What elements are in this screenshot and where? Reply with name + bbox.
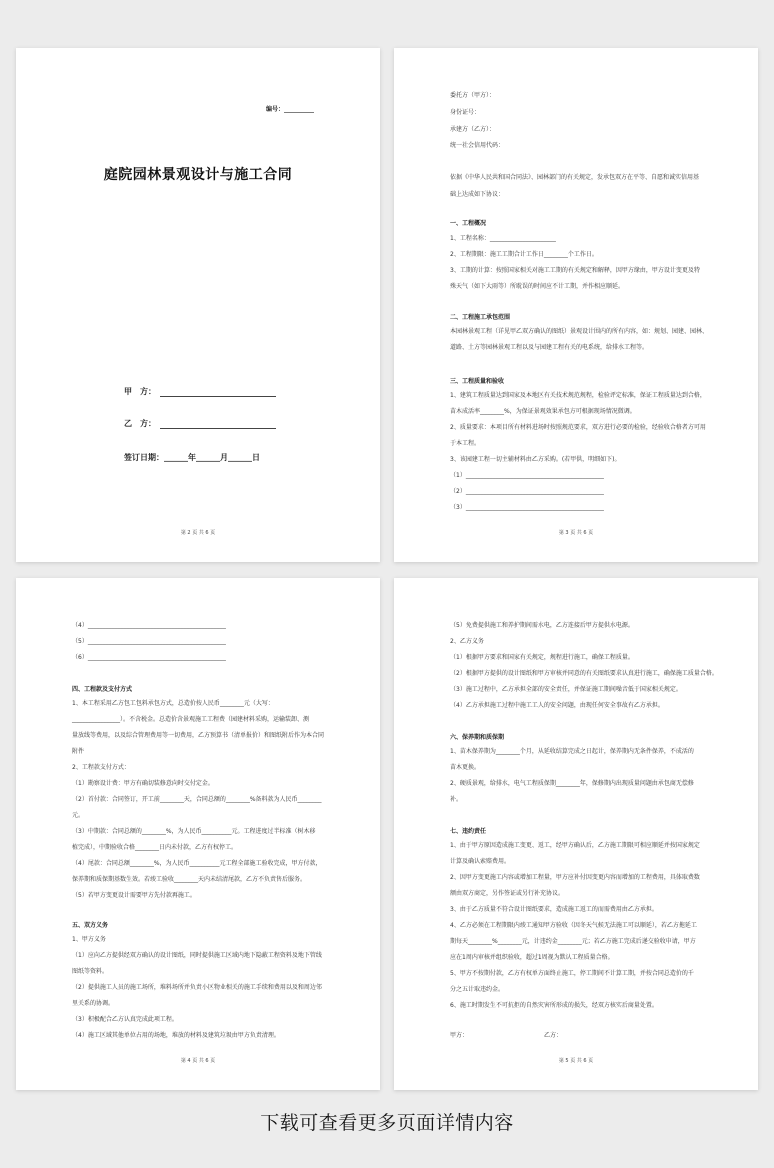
section-title: 五、双方义务 — [72, 922, 109, 929]
signature-party-a: 甲方： — [450, 1032, 469, 1039]
doc-line: （1）______________________________________________ — [450, 472, 604, 479]
doc-line: 于本工程。 — [450, 440, 481, 447]
party-a-label: 甲 方： — [124, 387, 156, 396]
doc-line: 5、甲方不按期付款，乙方有权单方面终止施工，停工期间不计算工期，并按合同总造价的千 — [450, 970, 694, 977]
doc-line: （4）施工区域其他单位占用的场地，堆放的材料及建筑垃圾由甲方负责清理。 — [72, 1032, 280, 1039]
contract-title: 庭院园林景观设计与施工合同 — [103, 167, 293, 183]
doc-line: （1）勘察设计费：甲方有确切装修意向时交付定金。 — [72, 780, 214, 787]
doc-line: 2、工程款支付方式： — [72, 764, 130, 771]
doc-line: 统一社会信用代码： — [450, 142, 505, 149]
doc-line: 依据《中华人民共和国合同法》、园林部门的有关规定，发承包双方在平等、自愿和诚实信用基 — [450, 174, 700, 181]
doc-line: （3）______________________________________________ — [450, 504, 604, 511]
doc-line: （2）根据甲方提供的设计图纸和甲方审核并同意的有关图纸要求认真进行施工，确保施工质量合格。 — [450, 670, 718, 677]
doc-line: 1、苗木保养期为________个月，从延收结算完成之日起计，保养期内无条件保养，不成活的 — [450, 748, 694, 755]
section-title: 七、违约责任 — [450, 828, 487, 835]
doc-line: 1、由于甲方原因造成施工变更、返工，经甲方确认后，乙方施工期限可相应顺延并按国家规定 — [450, 842, 700, 849]
signature-party-b: 乙方： — [544, 1032, 563, 1039]
doc-line: （4）尾款：合同总额________%，为人民币__________元工程全部施工验收完成，甲方付款， — [72, 860, 322, 867]
doc-line: 计算及确认索赔费用。 — [450, 858, 511, 865]
doc-line: 殊天气（如下大雨等）所耽误的时间应不计工期，并作相应顺延。 — [450, 283, 625, 290]
doc-line: 保养期和质保期基数生效。若竣工验收________天内未结清尾款，乙方不负责售后服务。 — [72, 876, 307, 883]
section-title: 一、工程概况 — [450, 220, 487, 227]
document-page-5 — [394, 578, 758, 1090]
doc-line: 6、施工时期发生不可抗拒的自然灾害所形成的损失，经双方核实后商量处置。 — [450, 1002, 658, 1009]
doc-line: 2、乙方义务 — [450, 638, 484, 645]
doc-line: 3、该园建工程一切主辅材料由乙方采购。(若甲供，明细如下)。 — [450, 456, 621, 463]
doc-line: 身份证号： — [450, 109, 481, 116]
doc-line: （4）乙方承担施工过程中施工工人的安全问题，由现任何安全事故有乙方承担。 — [450, 702, 664, 709]
doc-line: 4、乙方必须在工程期限内竣工通知甲方验收（因冬天气候无法施工可以顺延），若乙方拖延工 — [450, 922, 697, 929]
download-more-caption: 下载可查看更多页面详情内容 — [260, 1112, 514, 1134]
doc-line: （5）______________________________________________ — [72, 638, 226, 645]
doc-line: 3、由于乙方质量不符合设计图纸要求，造成施工返工的而需费用由乙方承担。 — [450, 906, 658, 913]
doc-line: （6）______________________________________________ — [72, 654, 226, 661]
doc-line: 道路、土方等园林景观工程以及与园建工程有关的电系统，给排水工程等。 — [450, 344, 649, 351]
party-b-label: 乙 方： — [124, 419, 156, 428]
section-title: 四、工程款及支付方式 — [72, 686, 133, 693]
document-page-4 — [16, 578, 380, 1090]
page-footer: 第 4 页 共 6 页 — [180, 1058, 216, 1064]
doc-line: 补。 — [450, 796, 463, 803]
doc-line: 苗木成活率________%，为保证景观效果承包方可根据现场情况微调。 — [450, 408, 636, 415]
doc-line: （1）应向乙方提供经双方确认的设计图纸，同时提供施工区域内地下隐蔽工程资料及地下管线 — [72, 952, 322, 959]
party-b-blank — [160, 428, 276, 429]
doc-line: 1、本工程采用乙方包工包料承包方式，总造价按人民币________元（大写： — [72, 700, 274, 707]
section-title: 二、工程施工承包范围 — [450, 314, 511, 321]
doc-line: 里关系的协调。 — [72, 1000, 115, 1007]
document-page-cover — [16, 48, 380, 562]
contract-number-label: 编号：__________ — [266, 106, 315, 113]
document-page-3 — [394, 48, 758, 562]
doc-line: （2）提供施工人员的施工场所，堆料场所并负责小区物业相关的施工手续和费用以及和周边邻 — [72, 984, 322, 991]
party-b-row — [124, 418, 276, 429]
doc-line: （3）中期款：合同总额的________%，为人民币__________元。工程进度过半标准（树木移 — [72, 828, 316, 835]
party-a-row — [124, 386, 276, 397]
doc-line: 2、质量要求：本项目所有材料进场时按照规范要求，双方进行必要的检验，经验收合格者方可用 — [450, 424, 706, 431]
doc-line: 量放线等费用，以及综合管理费用等一切费用，乙方预算书（清单报价）和图纸附后作为本合同 — [72, 732, 325, 739]
page-footer: 第 2 页 共 6 页 — [180, 530, 216, 536]
doc-line: 2、因甲方变更施工内容或增加工程量，甲方应补付因变更内容而增加的工程费用，具体取费数 — [450, 874, 700, 881]
doc-line: （1）根据甲方要求和国家有关规定，规程进行施工，确保工程质量。 — [450, 654, 634, 661]
doc-line: 委托方（甲方）： — [450, 92, 496, 99]
doc-line: （3）积极配合乙方认真完成此项工程。 — [72, 1016, 178, 1023]
doc-line: （4）______________________________________________ — [72, 622, 226, 629]
page-footer: 第 5 页 共 6 页 — [558, 1058, 594, 1064]
doc-line: 承建方（乙方）： — [450, 126, 496, 133]
doc-line: 础上达成如下协议： — [450, 191, 505, 198]
section-title: 六、保养期和质保期 — [450, 734, 505, 741]
page-footer: 第 3 页 共 6 页 — [558, 530, 594, 536]
doc-line: 植完成），中期验收合格________日内未付款，乙方有权停工。 — [72, 844, 238, 851]
doc-line: 3、工期的计算：按照国家相关对施工工期的有关规定和解释，因甲方缘由，甲方设计变更及特 — [450, 267, 700, 274]
doc-line: （2）首付款：合同签订，开工前________天，合同总额的________%备料款为人民币________ — [72, 796, 322, 803]
doc-line: 苗木更换。 — [450, 764, 481, 771]
doc-line: （5）免费提供施工和养护期间需水电，乙方连接后甲方提供水电源。 — [450, 622, 634, 629]
doc-line: 1、建筑工程质量达到国家及本地区有关技术规范规程，检验评定标准，保证工程质量达到合格， — [450, 392, 706, 399]
doc-line: 2、硬质景观，给排水，电气工程质保期________年，保修期内出现质量问题由承包商无偿修 — [450, 780, 694, 787]
doc-line: 分之五计取违约金。 — [450, 986, 505, 993]
doc-line: （3）施工过程中，乙方承担全部的安全责任，并保证施工期间噪音低于国家相关规定。 — [450, 686, 682, 693]
doc-line: 元。 — [72, 812, 85, 819]
doc-line: 本园林景观工程（详见甲乙双方确认的图纸）景观设计围内的所有内容，如：规划、园建、园林、 — [450, 328, 709, 335]
doc-line: 应在1周内审核并组织验收，超过1周视为默认工程质量合格。 — [450, 954, 614, 961]
doc-line: 2、工程期限：施工工期合计工作日________个工作日。 — [450, 251, 598, 258]
doc-line: ________________）。不含税金。总造价含景观施工工程费（园建材料采购，运输装卸、测 — [72, 716, 310, 723]
doc-line: 1、甲方义务 — [72, 936, 106, 943]
doc-line: 图纸等资料。 — [72, 968, 109, 975]
sign-date: 签订日期：______年______月______日 — [124, 453, 260, 462]
doc-line: 1、工程名称：______________________ — [450, 235, 556, 242]
doc-line: （5）若甲方变更设计需要甲方先付款再施工。 — [72, 892, 196, 899]
doc-line: 期每天________%________元，计违约金________元；若乙方施工完成后递交验收申请，甲方 — [450, 938, 696, 945]
doc-line: 附件 — [72, 748, 85, 755]
doc-line: （2）______________________________________________ — [450, 488, 604, 495]
section-title: 三、工程质量和验收 — [450, 378, 505, 385]
doc-line: 额由双方商定，另作签证或另行补充协议。 — [450, 890, 565, 897]
party-a-blank — [160, 396, 276, 397]
